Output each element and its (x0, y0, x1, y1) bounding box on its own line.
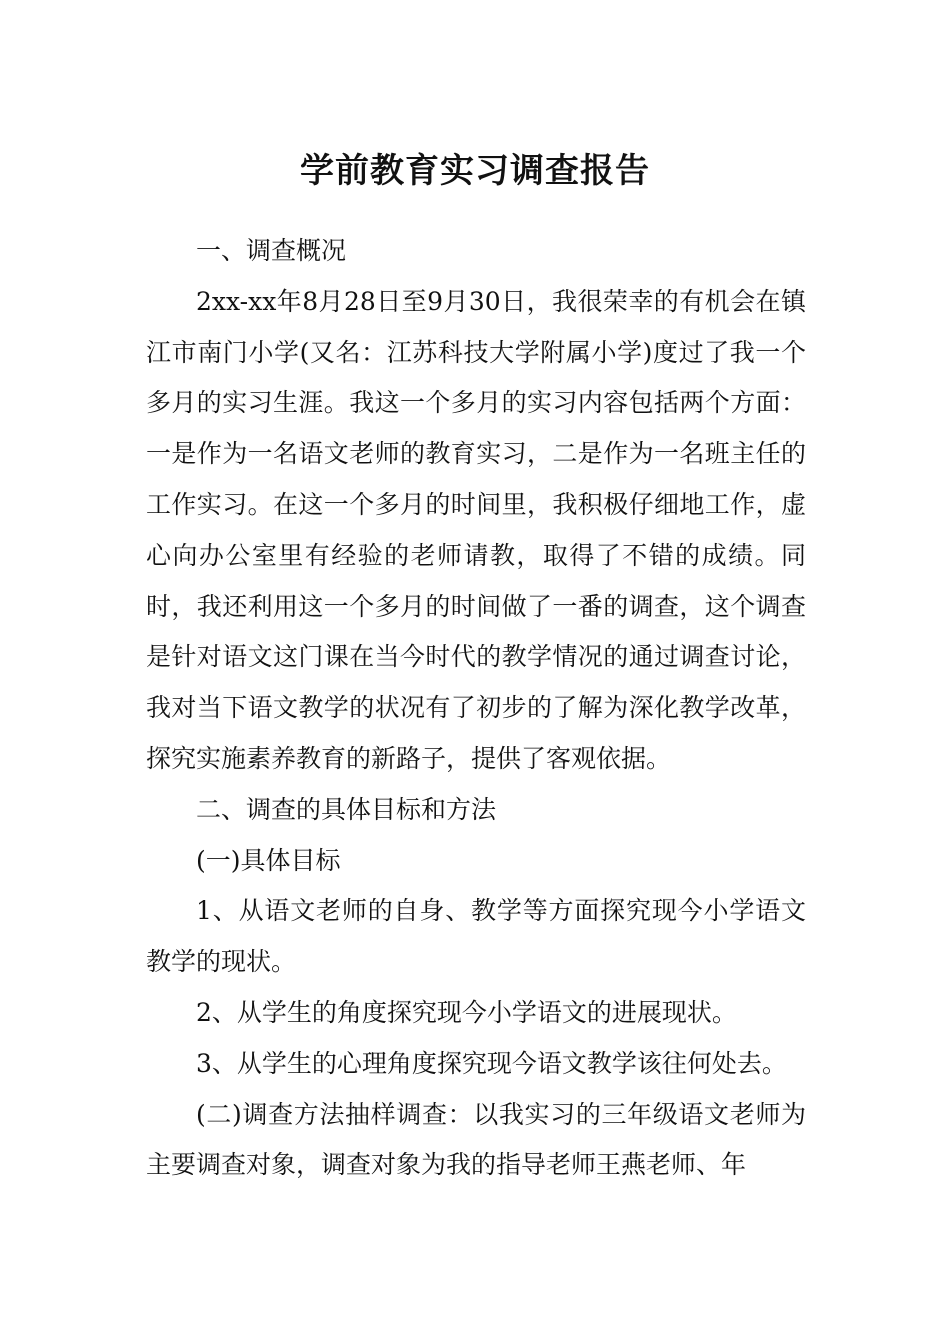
survey-method-paragraph: (二)调查方法抽样调查：以我实习的三年级语文老师为主要调查对象，调查对象为我的指导老师王燕老师、年 (146, 1099, 806, 1180)
section-heading-goals-methods: 二、调查的具体目标和方法 (196, 794, 497, 824)
document-body (146, 226, 806, 1191)
section-heading-overview: 一、调查概况 (196, 236, 347, 265)
goal-item-1: 1、从语文老师的自身、教学等方面探究现今小学语文教学的现状。 (146, 896, 806, 977)
document-title: 学前教育实习调查报告 (300, 150, 650, 191)
goal-item-3: 3、从学生的心理角度探究现今语文教学该往何处去。 (196, 1048, 787, 1078)
subheading-specific-goals: (一)具体目标 (196, 845, 341, 875)
goal-item-2: 2、从学生的角度探究现今小学语文的进展现状。 (196, 997, 737, 1027)
overview-paragraph: 2xx-xx年8月28日至9月30日，我很荣幸的有机会在镇江市南门小学(又名：江苏科技大学附属小学)度过了我一个多月的实习生涯。我这一个多月的实习内容包括两个方面：一是作为一名语文老师的教育实习，二是作为一名班主任的工作实习。在这一个多月的时间里，我积极仔细地工作，虚心向办公室里有经验的老师请教，取得了不错的成绩。同时，我还利用这一个多月的时间做了一番的调查，这个调查是针对语文这门课在当今时代的教学情况的通过调查讨论，我对当下语文教学的状况有了初步的了解为深化教学改革，探究实施素养教育的新路子，提供了客观依据。 (146, 286, 806, 773)
